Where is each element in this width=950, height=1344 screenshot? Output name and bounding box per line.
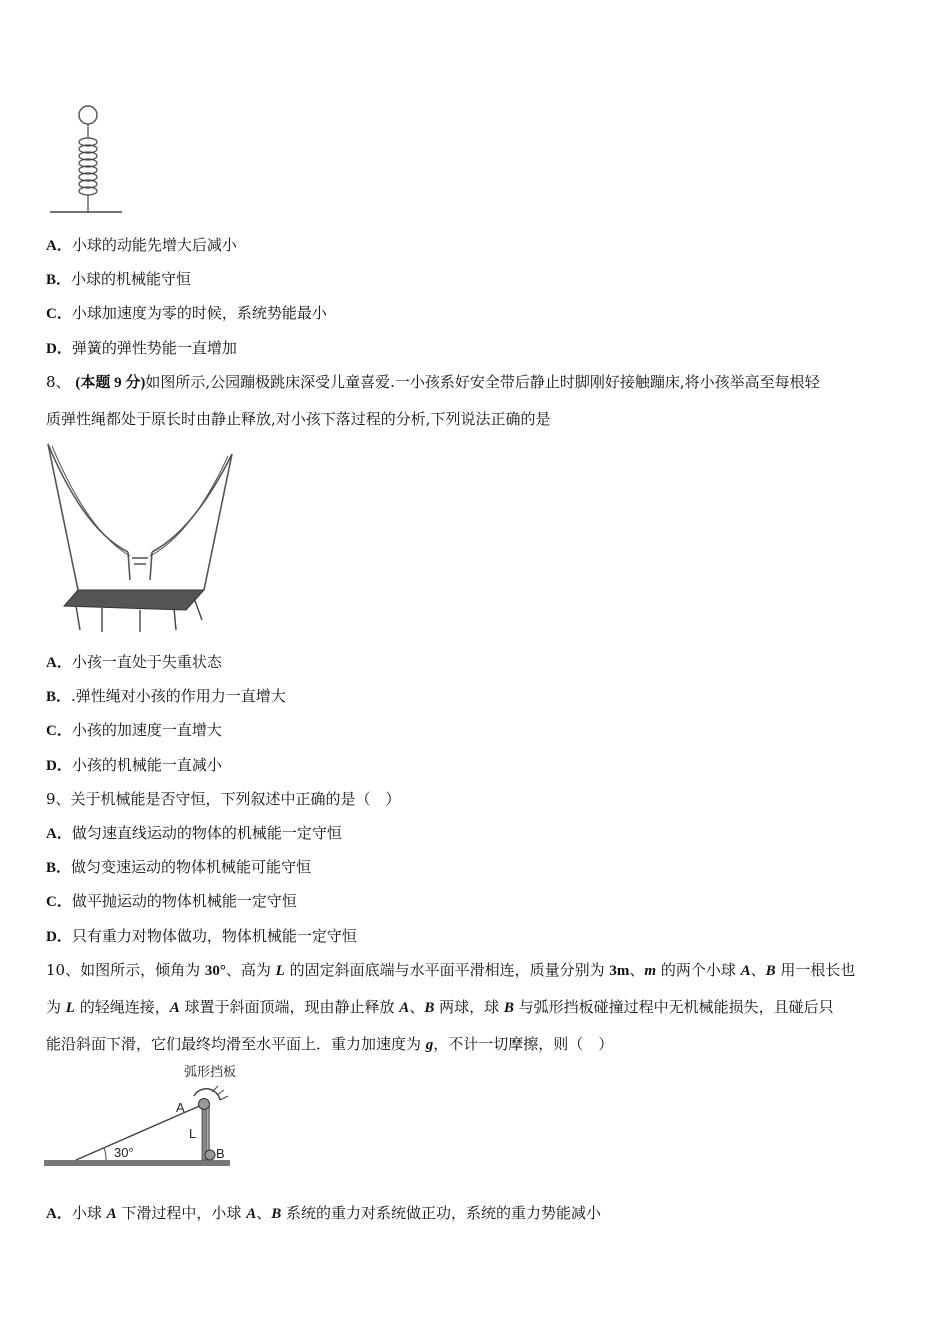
option-b: B．小球的机械能守恒: [46, 270, 192, 288]
harness: [128, 552, 152, 580]
spring-coil: [79, 124, 97, 212]
q10-stem-line3: 能沿斜面下滑，它们最终均滑至水平面上．重力加速度为 g，不计一切摩擦，则（ ）: [46, 1035, 614, 1053]
q8-option-a: A．小孩一直处于失重状态: [46, 653, 222, 671]
trampoline-bed: [64, 590, 204, 610]
q8-stem-line1: 8、 (本题 9 分)如图所示,公园蹦极跳床深受儿童喜爱.一小孩系好安全带后静止时脚刚好接触蹦床,将小孩举高至每根轻: [46, 373, 820, 391]
angle-arc: [104, 1148, 106, 1160]
q9-option-a: A．做匀速直线运动的物体的机械能一定守恒: [46, 824, 342, 842]
option-c: C．小球加速度为零的时候，系统势能最小: [46, 304, 327, 322]
ball-circle: [79, 106, 97, 124]
q8-option-b: B．.弹性绳对小孩的作用力一直增大: [46, 687, 286, 705]
spring-figure: [46, 100, 126, 218]
arc-baffle: [194, 1089, 220, 1100]
q10-stem-line2: 为 L 的轻绳连接，A 球置于斜面顶端，现由静止释放 A、B 两球，球 B 与弧形挡板碰撞过程中无机械能损失，且碰后只: [46, 998, 834, 1016]
right-pole: [204, 454, 232, 590]
q8-stem-line2: 质弹性绳都处于原长时由静止释放,对小孩下落过程的分析,下列说法正确的是: [46, 410, 551, 428]
incline-figure: [44, 1060, 244, 1172]
ground: [44, 1160, 230, 1166]
incline-surface: [76, 1104, 204, 1160]
right-cord: [152, 454, 232, 552]
q9-option-c: C．做平抛运动的物体机械能一定守恒: [46, 892, 297, 910]
q9-option-b: B．做匀变速运动的物体机械能可能守恒: [46, 858, 312, 876]
label-l: L: [189, 1126, 197, 1141]
q10-option-a: A．小球 A 下滑过程中，小球 A、B 系统的重力对系统做正功，系统的重力势能减小: [46, 1204, 602, 1222]
q8-option-c: C．小孩的加速度一直增大: [46, 721, 222, 739]
q9-stem: 9、关于机械能是否守恒，下列叙述中正确的是（ ）: [46, 790, 401, 808]
baffle-label: 弧形挡板: [184, 1064, 237, 1079]
angle-label: 30°: [114, 1145, 134, 1160]
left-pole: [48, 444, 78, 590]
option-a: A．小球的动能先增大后减小: [46, 236, 237, 254]
ball-a: [199, 1099, 210, 1110]
q10-stem-line1: 10、如图所示，倾角为 30°、高为 L 的固定斜面底端与水平面平滑相连，质量分别为 3m、m 的两个小球 A、B 用一根长也: [46, 961, 856, 979]
q9-option-d: D．只有重力对物体做功，物体机械能一定守恒: [46, 927, 357, 945]
ball-b: [205, 1150, 215, 1160]
left-cord: [48, 444, 128, 552]
option-d: D．弹簧的弹性势能一直增加: [46, 339, 237, 357]
label-a: A: [176, 1100, 185, 1115]
q8-option-d: D．小孩的机械能一直减小: [46, 756, 222, 774]
label-b: B: [216, 1146, 225, 1161]
trampoline-figure: [44, 440, 240, 636]
